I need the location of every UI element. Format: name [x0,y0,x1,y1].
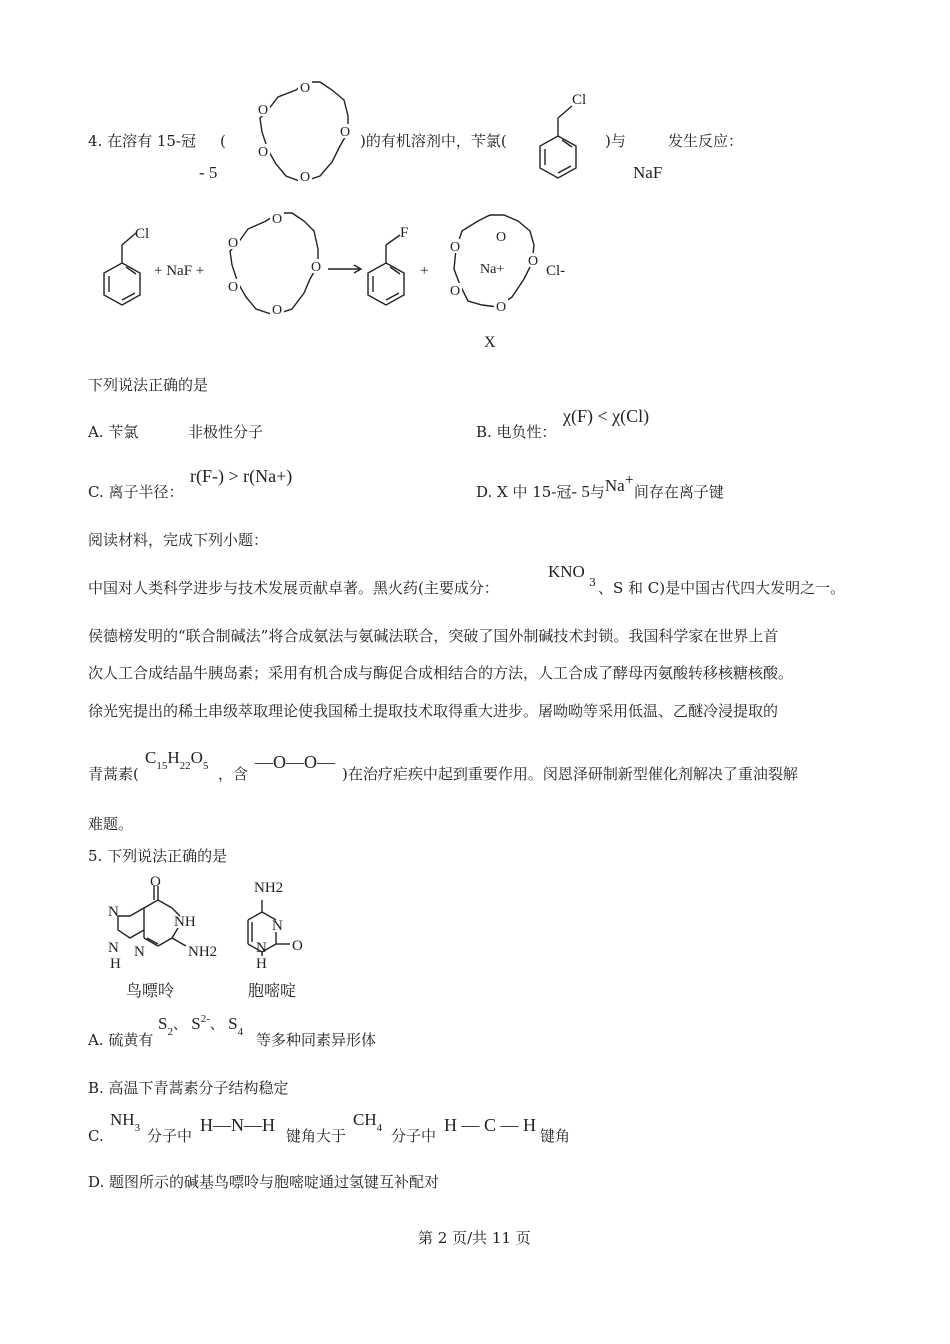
q4-option-b: B. 电负性： [476,423,557,441]
reaction-arrow-icon [328,265,361,273]
q4-option-b-eq: χ(F) < χ(Cl) [563,406,650,426]
option-d-plus: + [624,473,634,486]
q4-paren-open: ( [220,132,226,150]
q4-naf: NaF [633,163,663,182]
s2: S [158,1014,168,1033]
o-label: O [496,230,507,245]
o-label: O [228,236,239,251]
option-d-a: D. X 中 15-冠 [476,483,572,501]
o-label: O [450,284,461,299]
reading-line5-b: ，含 [218,765,249,783]
q5-option-a-rest: 等多种同素异形体 [256,1031,377,1049]
o-label: O [258,103,269,118]
q5-option-b: B. 高温下青蒿素分子结构稳定 [88,1079,289,1097]
formula-h-sub: 22 [179,760,191,772]
q5-option-a-formulas [158,1013,244,1038]
atom-o: O [292,938,303,954]
q4-option-a-rest: 非极性分子 [188,423,264,441]
cl-label: Cl [135,226,150,242]
q4-dash5: - 5 [199,163,218,182]
q4-stem: 下列说法正确的是 [88,376,209,394]
page-footer: 第 2 页/共 11 页 [418,1229,531,1247]
formula-c: C [145,748,157,767]
q4-option-c-eq: r(F-) > r(Na+) [190,466,293,486]
reading-line1-b: 、S 和 C)是中国古代四大发明之一。 [598,579,846,597]
hch-angle: H — C — H [444,1115,537,1135]
reading-header: 阅读材料，完成下列小题： [88,531,269,549]
o-label: O [228,280,239,295]
atom-n: N [272,918,283,934]
q5-option-c-d: 分子中 [391,1127,437,1145]
o-label: O [272,212,283,227]
reading-line3: 次人工合成结晶牛胰岛素；采用有机合成与酶促合成相结合的方法，人工合成了酵母丙氨酸转移核糖核酸。 [88,664,794,682]
q4-option-c: C. 离子半径： [88,483,184,501]
s-ion-sup: 2- [200,1013,210,1025]
atom-h: H [110,956,121,972]
o-label: O [311,260,322,275]
atom-nh2: NH2 [254,880,284,896]
formula-o: O [190,748,203,767]
q5-stem: 5. 下列说法正确的是 [88,847,228,865]
o-label: O [340,125,351,140]
q5-option-c-b: 分子中 [147,1127,193,1145]
o-label: O [300,81,311,96]
reading-line6: 难题。 [88,815,134,833]
q4-option-a [88,422,138,442]
q4-intro-d: 发生反应： [668,132,744,150]
atom-n: N [256,940,267,956]
q5-option-c: C. [88,1127,104,1145]
atom-n: N [108,904,119,920]
sep2: 、 [209,1018,224,1033]
reading-line2: 侯德榜发明的“联合制碱法”将合成氨法与氨碱法联合，突破了国外制碱技术封锁。我国科学家在世界上首 [88,627,779,645]
o-label: O [272,303,283,318]
f-label: F [400,225,409,241]
o-label: O [528,254,539,269]
product-x-label: X [484,334,496,351]
option-d-c: 间存在离子键 [633,483,724,501]
plus-label: + [420,263,429,279]
option-d-na: Na [604,476,625,495]
ch-sub: 4 [376,1122,383,1134]
ch: CH [353,1110,377,1129]
sep: 、 [172,1018,187,1033]
option-a-label: A. 苄氯 [88,423,139,441]
atom-h: H [256,956,267,972]
reading-kno: KNO [548,562,585,581]
atom-n: N [108,940,119,956]
s4-sub: 4 [237,1026,244,1038]
o-label: O [300,170,311,185]
option-d-b: 与 [589,483,605,501]
q4-intro-a: 4. 在溶有 15-冠 [88,132,197,150]
reading-line4: 徐光宪提出的稀土串级萃取理论使我国稀土提取技术取得重大进步。屠呦呦等采用低温、乙醚冷浸提取的 [88,702,779,720]
nh3-formula [110,1110,141,1134]
formula-o-sub: 5 [202,760,209,772]
reaction-scheme [90,205,590,355]
crown-ether-icon [240,72,360,192]
atom-n: N [134,944,145,960]
q4-intro-b: )的有机溶剂中，苄氯( [360,132,507,150]
q4-intro-c: )与 [605,132,626,150]
artemisinin-formula [145,748,209,772]
q4-option-d [476,473,724,504]
o-label: O [450,240,461,255]
q5-option-c-e: 键角 [540,1127,571,1145]
ch4-formula [353,1110,383,1134]
o-label: O [496,300,507,315]
option-d-dash5: - 5 [571,482,590,501]
reading-line5-c: )在治疗疟疾中起到重要作用。闵恩泽研制新型催化剂解决了重油裂解 [342,765,798,783]
o-label: O [258,145,269,160]
q5-option-a: A. 硫黄有 [88,1031,154,1049]
guanine-label: 鸟嘌呤 [126,983,175,1000]
base-structures [100,872,330,1004]
atom-nh: NH [174,914,196,930]
benzyl-chloride-icon [530,88,600,184]
cl-minus-label: Cl- [546,263,566,279]
nh-sub: 3 [134,1122,141,1134]
hnh-angle: H—N—H [200,1115,275,1135]
nh: NH [110,1110,135,1129]
cytosine-label: 胞嘧啶 [248,983,297,1000]
reading-kno-sub: 3 [589,576,596,589]
s-ion: S [191,1014,201,1033]
na-plus-label: Na+ [480,262,505,277]
formula-h: H [167,748,180,767]
formula-c-sub: 15 [156,760,168,772]
atom-o: O [150,874,161,890]
q5-option-c-c: 键角大于 [286,1127,347,1145]
peroxide-group: —O—O— [255,752,335,772]
plus-naf-label: + NaF + [154,263,205,279]
atom-nh2: NH2 [188,944,218,960]
reading-line1-a: 中国对人类科学进步与技术发展贡献卓著。黑火药(主要成分： [88,579,499,597]
reading-line5-a: 青蒿素( [88,765,139,783]
q5-option-d: D. 题图所示的碱基鸟嘌呤与胞嘧啶通过氢键互补配对 [88,1173,440,1191]
cl-label: Cl [572,92,587,108]
s2-sub: 2 [167,1026,173,1038]
s4: S [228,1014,238,1033]
